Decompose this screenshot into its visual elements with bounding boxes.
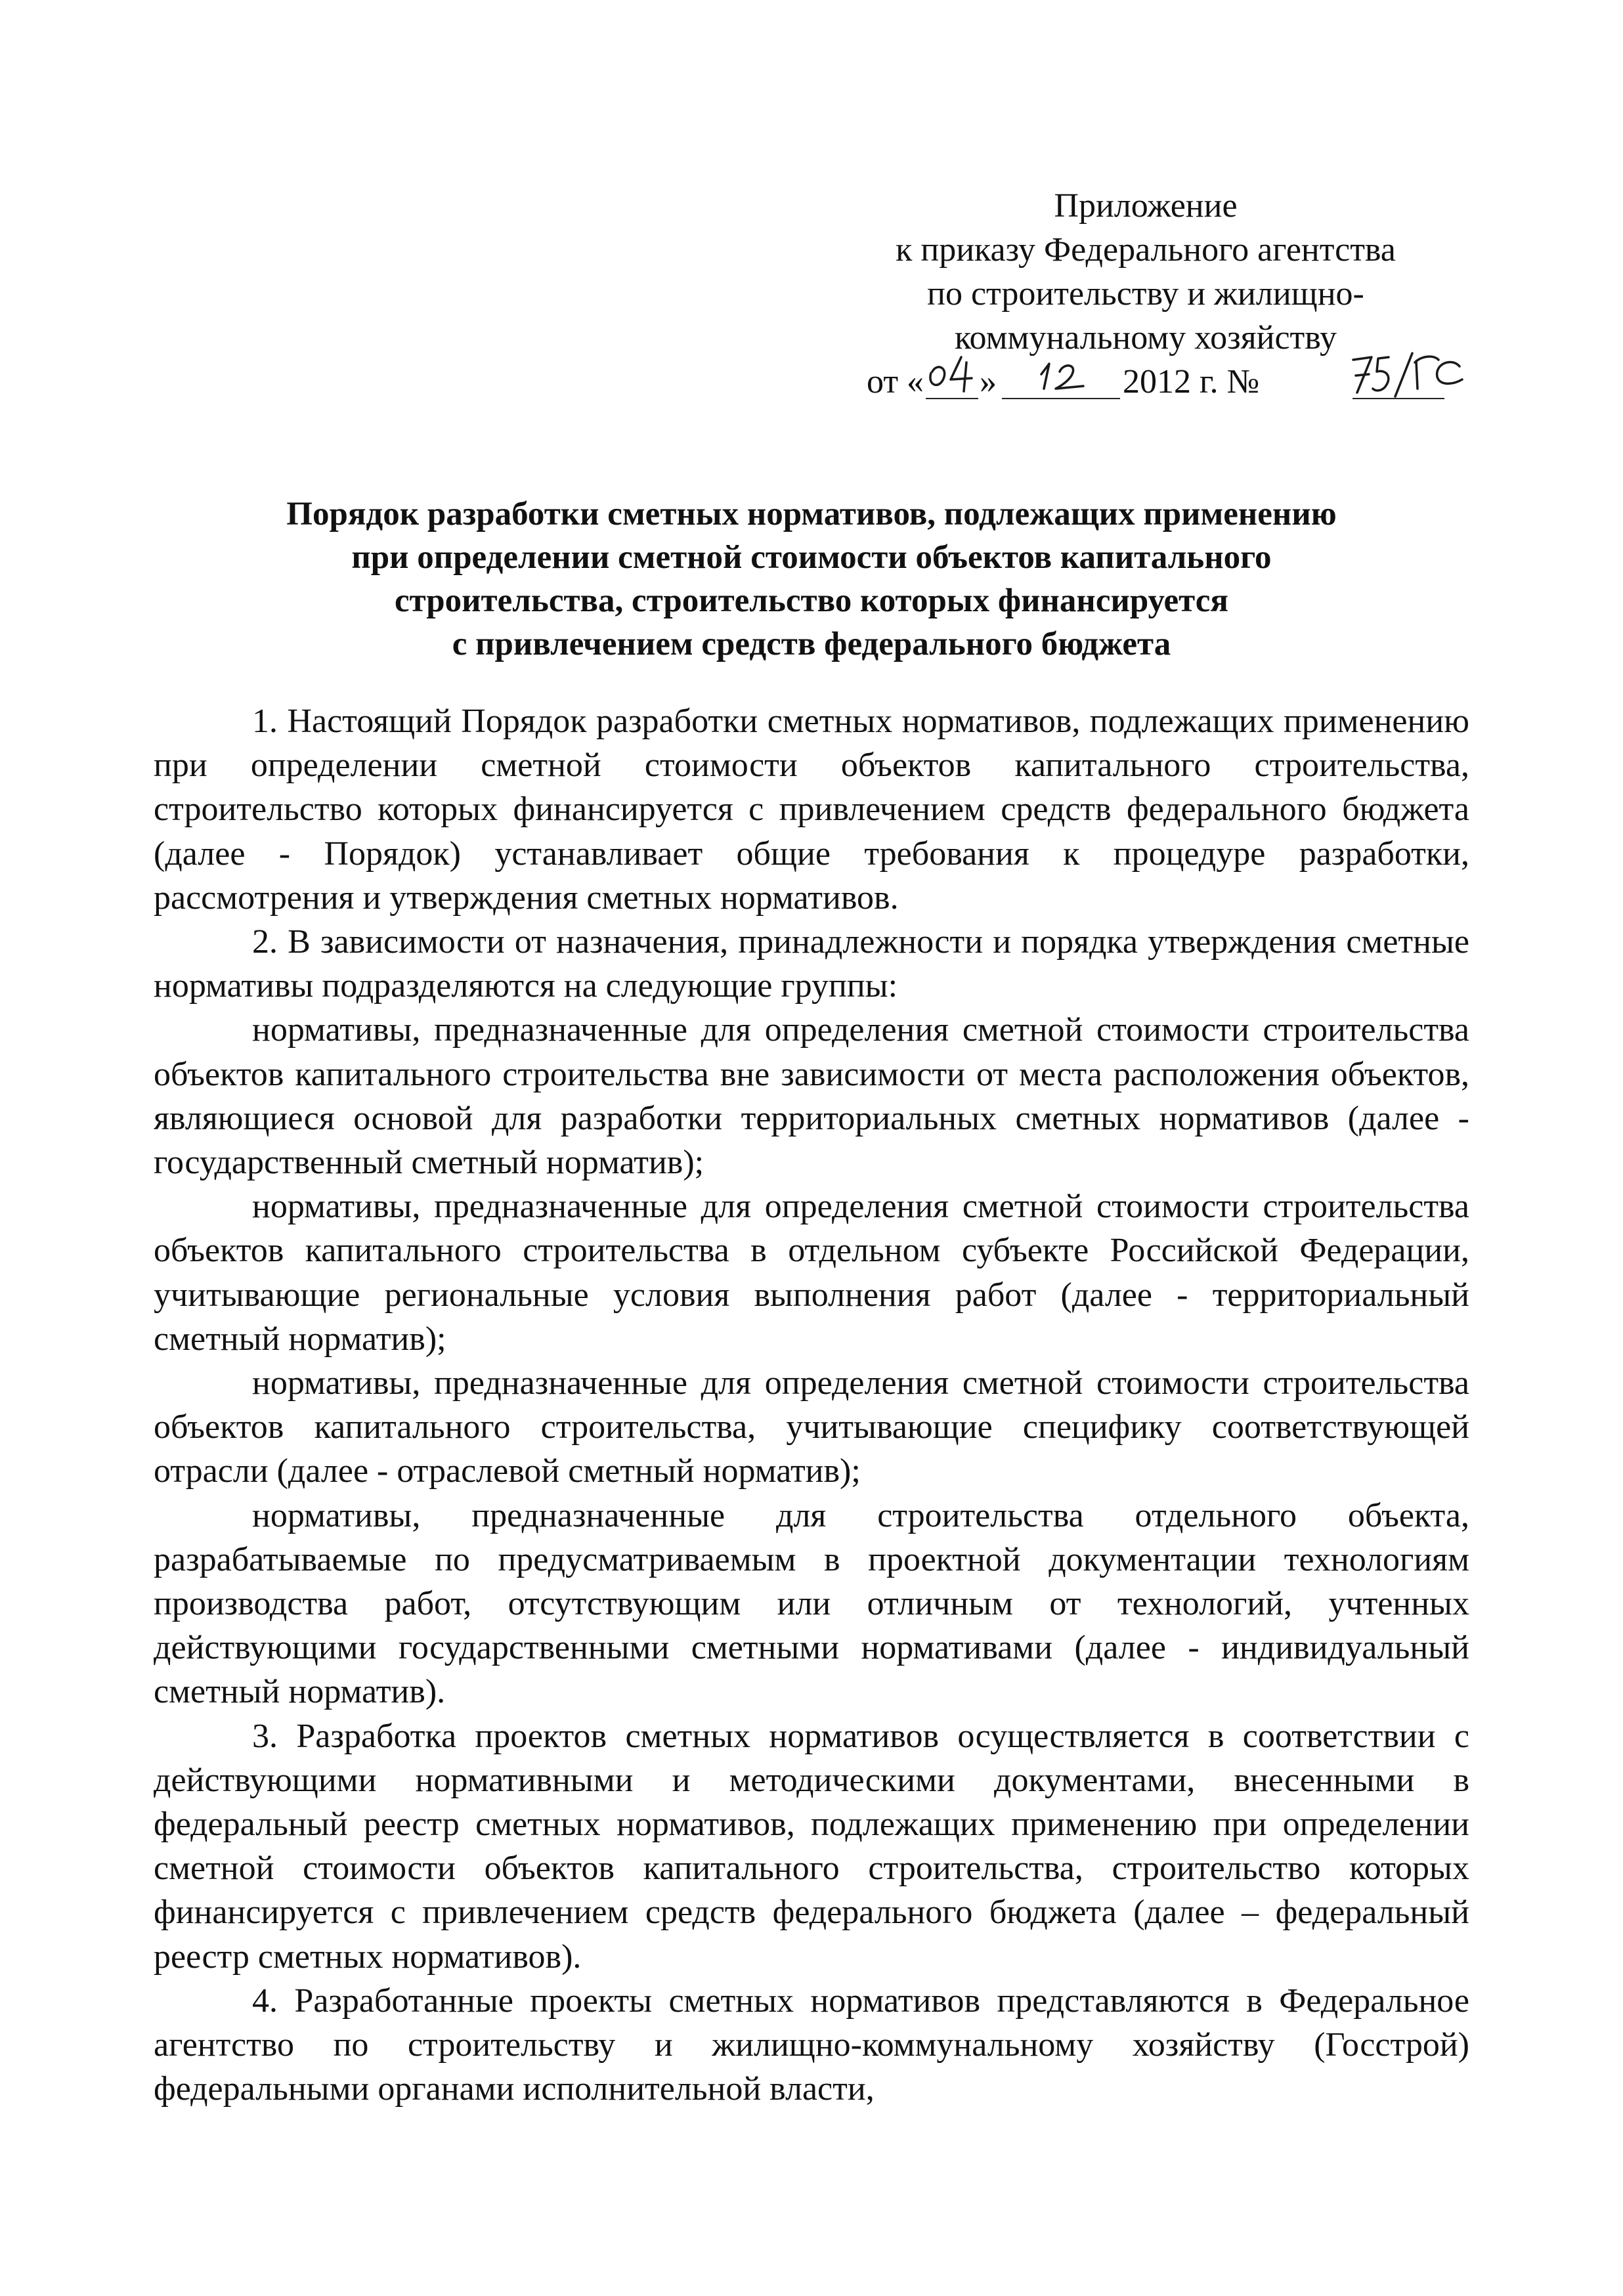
paragraph-individual-norm: нормативы, предназначенные для строительства отдельного объекта, разрабатываемые по предусматриваемым в проектной документации технологиям производства работ, отсутствующим или отличным от технологий, учтенных действующими государственными сметными нормативами (далее - индивидуальный сметный норматив). [154,1496,1469,1711]
paragraph-territorial-norm: нормативы, предназначенные для определения сметной стоимости строительства объектов капитального строительства в отдельном субъекте Российской Федерации, учитывающие региональные условия выполнения работ (далее - территориальный сметный норматив); [154,1188,1469,1358]
paragraph-4: 4. Разработанные проекты сметных нормативов представляются в Федеральное агентство по строительству и жилищно-коммунальному хозяйству (Госстрой) федеральными органами исполнительной власти, [154,1982,1469,2108]
title-line-4: с привлечением средств федерального бюджета [452,626,1171,662]
appendix-order-ref: к приказу Федерального агентства [896,231,1396,269]
handwritten-day [927,353,980,399]
paragraph-1: 1. Настоящий Порядок разработки сметных нормативов, подлежащих применению при определении сметной стоимости объектов капитального строительства, строительство которых финансируется с привлечением средств федерального бюджета (далее - Порядок) устанавливает общие требования к процедуре разработки, рассмотрения и утверждения сметных нормативов. [154,703,1469,917]
paragraph-2: 2. В зависимости от назначения, принадлежности и порядка утверждения сметные нормативы подразделяются на следующие группы: [154,923,1469,1005]
date-year: 2012 г. № [1123,363,1260,401]
date-mid: » [980,363,997,401]
handwritten-order-number [1349,351,1467,403]
document-title [164,492,1459,666]
paragraph-industry-norm: нормативы, предназначенные для определения сметной стоимости строительства объектов капитального строительства, учитывающие специфику соответствующей отрасли (далее - отраслевой сметный норматив); [154,1364,1469,1490]
appendix-agency-line: по строительству и жилищно- [927,275,1364,313]
order-date-line [814,360,1477,412]
date-prefix: от « [867,363,924,401]
appendix-title: Приложение [1054,187,1238,225]
appendix-agency-line-2: коммунальному хозяйству [954,319,1337,357]
handwritten-month [1037,355,1090,401]
paragraph-3: 3. Разработка проектов сметных нормативов осуществляется в соответствии с действующими нормативными и методическими документами, внесенными в федеральный реестр сметных нормативов, подлежащих применению при определении сметной стоимости объектов капитального строительства, строительство которых финансируется с привлечением средств федерального бюджета (далее – федеральный реестр сметных нормативов). [154,1717,1469,1976]
paragraph-state-norm: нормативы, предназначенные для определения сметной стоимости строительства объектов капитального строительства вне зависимости от места расположения объектов, являющиеся основой для разработки территориальных сметных нормативов (далее - государственный сметный норматив); [154,1011,1469,1182]
title-line-1: Порядок разработки сметных нормативов, подлежащих применению [286,496,1337,532]
document-body [154,699,1469,2112]
title-line-2: при определении сметной стоимости объектов капитального [351,539,1272,576]
appendix-header [814,184,1477,412]
title-line-3: строительства, строительство которых финансируется [395,582,1228,619]
